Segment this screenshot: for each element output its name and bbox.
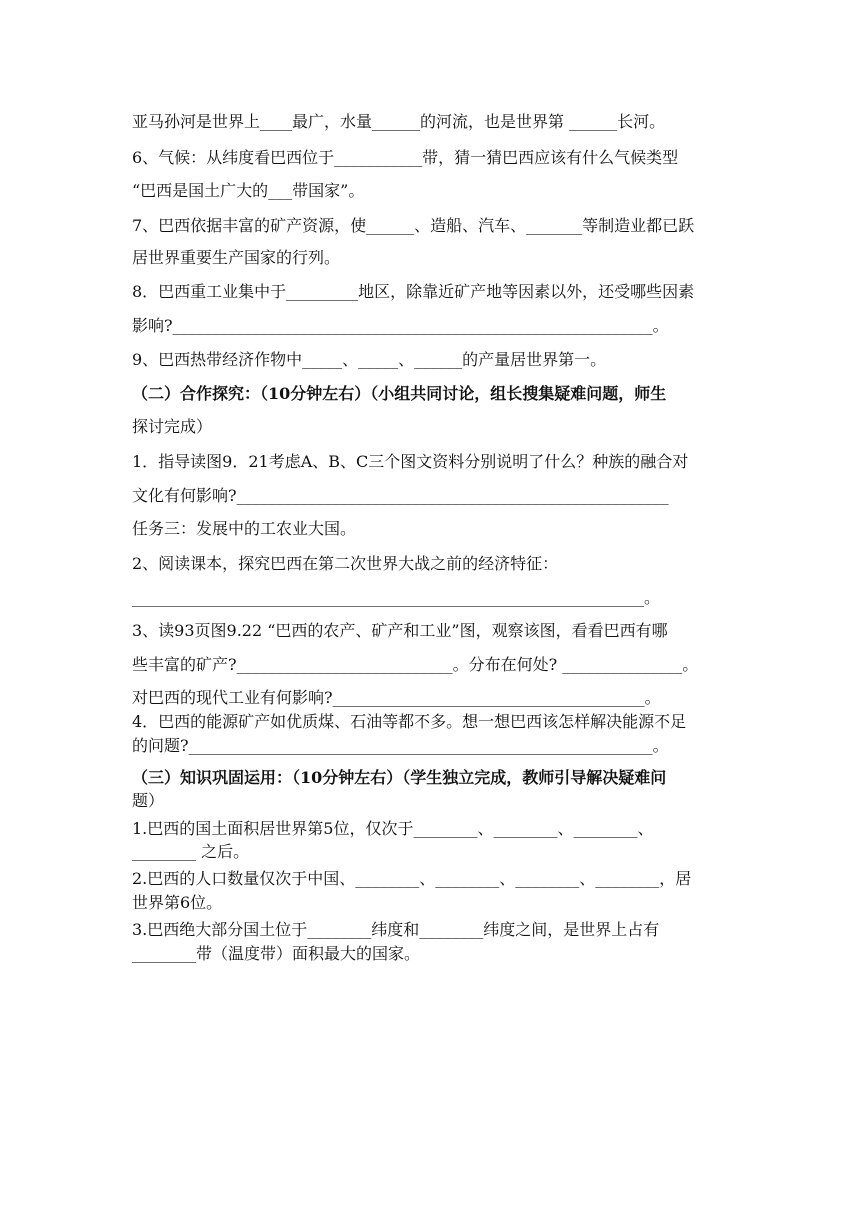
text-line: ________ 之后。 [132, 842, 250, 861]
text-line: 9、巴西热带经济作物中_____、_____、______的产量居世界第一。 [132, 350, 607, 369]
text-line: 8．巴西重工业集中于_________地区，除靠近矿产地等因素以外，还受哪些因素 [132, 282, 695, 301]
text-line: 6、气候：从纬度看巴西位于___________带，猜一猜巴西应该有什么气候类型 [132, 148, 679, 167]
text-line: 4．巴西的能源矿产如优质煤、石油等都不多。想一想巴西该怎样解决能源不足 [132, 712, 687, 731]
text-line: 题） [132, 791, 165, 810]
text-line: 3、读93页图9.22 “巴西的农产、矿产和工业”图，观察该图，看看巴西有哪 [132, 621, 668, 640]
text-line: 3.巴西绝大部分国土位于________纬度和________纬度之间，是世界上占有 [132, 920, 660, 939]
section-heading: （三）知识巩固运用：（10分钟左右）（学生独立完成，教师引导解决疑难问 [132, 768, 667, 787]
text-line: 2.巴西的人口数量仅次于中国、________、________、________、________，居 [132, 869, 692, 888]
text-line: 7、巴西依据丰富的矿产资源，使______、造船、汽车、_______等制造业都已跃 [132, 216, 695, 235]
text-line: 些丰富的矿产?___________________________。分布在何处? _______________。 [132, 655, 699, 674]
text-line: 亚马孙河是世界上____最广，水量______的河流，也是世界第 ______长河。 [132, 112, 666, 131]
text-line: 对巴西的现代工业有何影响?_______________________________________。 [132, 688, 661, 707]
text-line: 文化有何影响?______________________________________________________ [132, 486, 669, 505]
text-line: “巴西是国土广大的___带国家”。 [132, 181, 365, 200]
text-line: 2、阅读课本，探究巴西在第二次世界大战之前的经济特征： [132, 554, 559, 573]
task-heading: 任务三：发展中的工农业大国。 [132, 519, 357, 538]
text-line: ________带（温度带）面积最大的国家。 [132, 944, 421, 963]
text-line: 居世界重要生产国家的行列。 [132, 248, 341, 267]
text-line: 探讨完成） [132, 417, 213, 436]
text-line: 1.巴西的国土面积居世界第5位，仅次于________、________、________、 [132, 819, 654, 838]
text-line: 的问题?__________________________________________________________。 [132, 736, 669, 755]
text-line: 世界第6位。 [132, 893, 223, 912]
section-heading: （二）合作探究：（10分钟左右）（小组共同讨论，组长搜集疑难问题，师生 [132, 384, 667, 403]
text-line: 1．指导读图9．21考虑A、B、C三个图文资料分别说明了什么？种族的融合对 [132, 452, 689, 471]
text-line: 影响?____________________________________________________________。 [132, 316, 669, 335]
answer-line: ________________________________________________________________。 [132, 588, 660, 607]
